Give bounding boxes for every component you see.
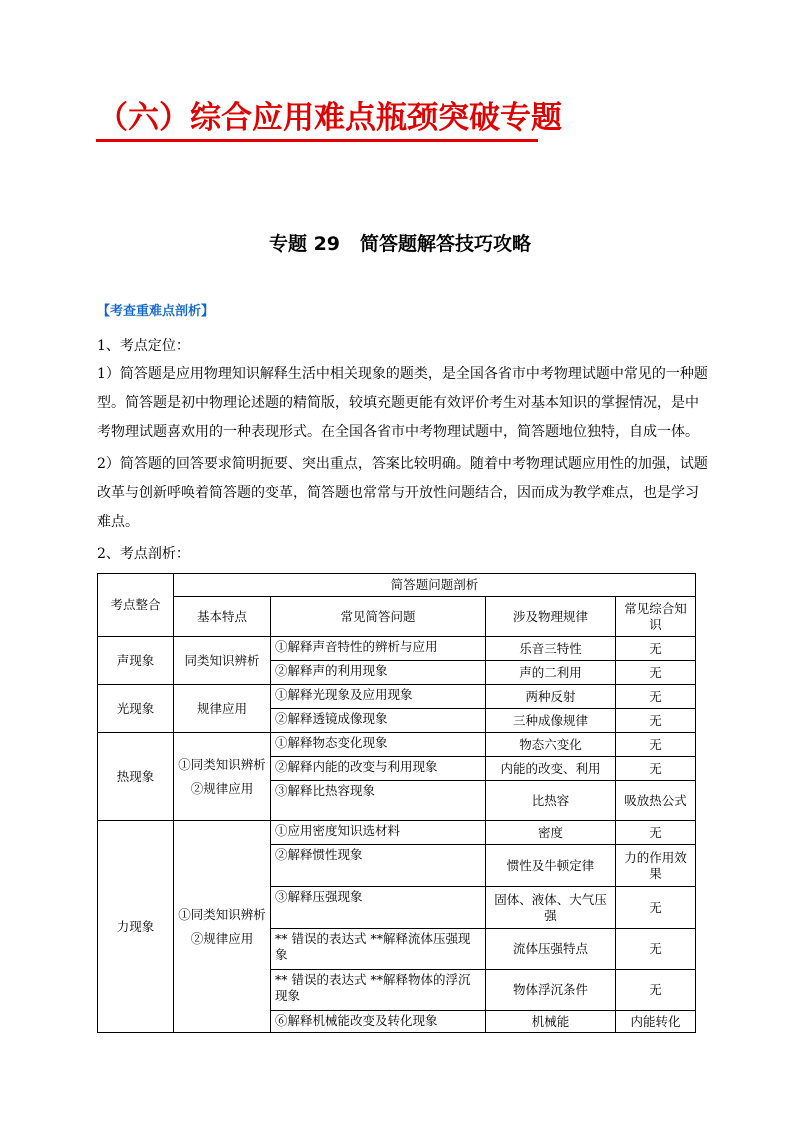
paragraph-3: 2）简答题的回答要求简明扼要、突出重点，答案比较明确。随着中考物理试题应用性的加强，试题改革与创新呼唤着简答题的变革，简答题也常常与开放性问题结合，因而成为教学难点，也是学习难点。 <box>97 456 708 530</box>
table-row <box>98 637 696 661</box>
question-cell: ①解释声音特性的辨析与应用 <box>271 637 486 661</box>
law-cell: 比热容 <box>486 781 616 821</box>
question-cell: ** 错误的表达式 **解释流体压强现象 <box>271 929 486 970</box>
feature-heat-1: ①同类知识辨析 <box>178 756 266 772</box>
header-law: 涉及物理规律 <box>486 597 616 637</box>
extra-cell: 吸放热公式 <box>616 781 696 821</box>
extra-cell: 无 <box>616 929 696 970</box>
topic-title <box>0 229 800 259</box>
extra-cell: 无 <box>616 821 696 845</box>
category-heat: 热现象 <box>98 733 174 821</box>
topic-name: 简答题解答技巧攻略 <box>360 233 532 255</box>
feature-force <box>174 821 271 1033</box>
law-cell: 流体压强特点 <box>486 929 616 970</box>
law-cell: 机械能 <box>486 1011 616 1033</box>
header-category: 考点整合 <box>98 574 174 637</box>
question-cell: ②解释声的利用现象 <box>271 661 486 685</box>
feature-sound: 同类知识辨析 <box>174 637 271 685</box>
extra-cell: 无 <box>616 661 696 685</box>
extra-cell: 力的作用效果 <box>616 845 696 887</box>
header-feature: 基本特点 <box>174 597 271 637</box>
table-row <box>98 821 696 845</box>
table-row <box>98 685 696 709</box>
header-title: （六）综合应用难点瓶颈突破专题 <box>97 100 562 136</box>
feature-light: 规律应用 <box>174 685 271 733</box>
extra-cell: 无 <box>616 970 696 1011</box>
law-cell: 两种反射 <box>486 685 616 709</box>
category-force: 力现象 <box>98 821 174 1033</box>
law-cell: 物态六变化 <box>486 733 616 757</box>
law-cell: 乐音三特性 <box>486 637 616 661</box>
feature-force-1: ①同类知识辨析 <box>178 906 266 922</box>
question-cell: ①应用密度知识选材料 <box>271 821 486 845</box>
law-cell: 固体、液体、大气压强 <box>486 887 616 929</box>
feature-heat <box>174 733 271 821</box>
header-group: 简答题问题剖析 <box>174 574 696 597</box>
paragraph-4: 2、考点剖析： <box>97 546 190 562</box>
extra-cell: 无 <box>616 685 696 709</box>
extra-cell: 无 <box>616 757 696 781</box>
extra-cell: 无 <box>616 637 696 661</box>
law-cell: 惯性及牛顿定律 <box>486 845 616 887</box>
extra-cell: 无 <box>616 887 696 929</box>
table-row <box>98 733 696 757</box>
table-header-row <box>98 574 696 597</box>
category-sound: 声现象 <box>98 637 174 685</box>
question-cell: ②解释透镜成像现象 <box>271 709 486 733</box>
topic-number: 专题 29 <box>268 233 341 255</box>
paragraph-1: 1、考点定位： <box>97 338 190 354</box>
section-label: 【考查重难点剖析】 <box>97 304 215 319</box>
extra-cell: 内能转化 <box>616 1011 696 1033</box>
header-underline <box>96 139 538 142</box>
paragraph-2: 1）简答题是应用物理知识解释生活中相关现象的题类，是全国各省市中考物理试题中常见的一种题型。简答题是初中物理论述题的精简版，较填充题更能有效评价考生对基本知识的掌握情况，是中考物理试题喜欢用的一种表现形式。在全国各省市中考物理试题中，简答题地位独特，自成一体。 <box>97 366 708 440</box>
table-subheader-row <box>98 597 696 637</box>
law-cell: 三种成像规律 <box>486 709 616 733</box>
question-cell: ②解释内能的改变与利用现象 <box>271 757 486 781</box>
feature-heat-2: ②规律应用 <box>190 780 254 796</box>
extra-cell: 无 <box>616 709 696 733</box>
header-extra: 常见综合知识 <box>616 597 696 637</box>
category-light: 光现象 <box>98 685 174 733</box>
question-cell: ③解释压强现象 <box>271 887 486 929</box>
question-cell: ** 错误的表达式 **解释物体的浮沉现象 <box>271 970 486 1011</box>
law-cell: 声的二利用 <box>486 661 616 685</box>
law-cell: 物体浮沉条件 <box>486 970 616 1011</box>
question-cell: ①解释物态变化现象 <box>271 733 486 757</box>
question-cell: ②解释惯性现象 <box>271 845 486 887</box>
question-cell: ③解释比热容现象 <box>271 781 486 821</box>
question-cell: ①解释光现象及应用现象 <box>271 685 486 709</box>
law-cell: 内能的改变、利用 <box>486 757 616 781</box>
analysis-table <box>97 573 696 1033</box>
feature-force-2: ②规律应用 <box>190 930 254 946</box>
question-cell: ⑥解释机械能改变及转化现象 <box>271 1011 486 1033</box>
law-cell: 密度 <box>486 821 616 845</box>
extra-cell: 无 <box>616 733 696 757</box>
header-question: 常见简答问题 <box>271 597 486 637</box>
